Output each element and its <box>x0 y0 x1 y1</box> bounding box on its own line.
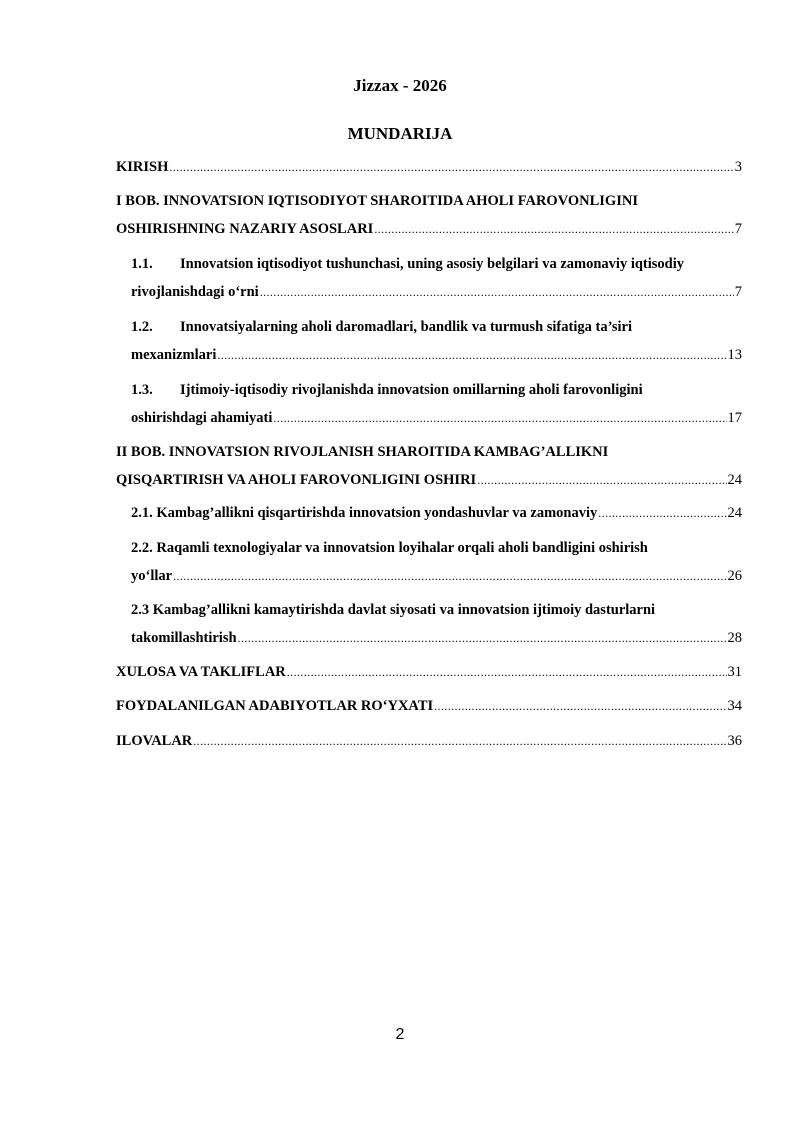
toc-entry-title-line: II BOB. INNOVATSION RIVOJLANISH SHAROITIDA KAMBAG’ALLIKNI <box>116 444 609 460</box>
toc-entry-title-line: 2.3 Kambag’allikni kamaytirishda davlat siyosati va innovatsion ijtimoiy dasturlarni <box>131 602 656 618</box>
toc-entry-title-line: Ijtimoiy-iqtisodiy rivojlanishda innovatsion omillarning aholi farovonligini <box>180 382 643 398</box>
dot-leader <box>374 219 733 239</box>
toc-entry-title-line: 2.2. Raqamli texnologiyalar va innovatsion loyihalar orqali aholi bandligini oshirish <box>131 540 648 556</box>
toc-page-number: 3 <box>734 159 742 175</box>
toc-entry-title: mexanizmlari <box>131 347 217 363</box>
dot-leader <box>238 628 727 648</box>
dot-leader <box>287 662 727 682</box>
toc-title: MUNDARIJA <box>347 124 453 143</box>
toc-entry-title: 2.1. Kambag’allikni qisqartirishda innovatsion yondashuvlar va zamonaviy <box>131 505 598 521</box>
dot-leader <box>217 345 726 365</box>
toc-page-number: 17 <box>727 410 742 426</box>
toc-page-number: 34 <box>727 698 742 714</box>
dot-leader <box>173 566 726 586</box>
page-number: 2 <box>395 1026 405 1043</box>
toc-entry-title: KIRISH <box>116 159 169 175</box>
toc-page-number: 24 <box>727 472 742 488</box>
toc-entry-title: takomillashtirish <box>131 630 237 646</box>
toc-entry-title: FOYDALANILGAN ADABIYOTLAR RO‘YXATI <box>116 698 434 714</box>
dot-leader <box>434 696 726 716</box>
toc-entry-title: QISQARTIRISH VA AHOLI FAROVONLIGINI OSHIRI <box>116 472 477 488</box>
toc-page-number: 28 <box>727 630 742 646</box>
city-year-line: Jizzax - 2026 <box>353 76 447 95</box>
toc-page-number: 36 <box>727 733 742 749</box>
dot-leader <box>260 282 734 302</box>
section-number: 1.2. <box>131 319 153 335</box>
dot-leader <box>598 503 726 523</box>
toc-entry-title: oshirishdagi ahamiyati <box>131 410 273 426</box>
toc-page-number: 7 <box>734 284 742 300</box>
dot-leader <box>193 731 726 751</box>
dot-leader <box>169 157 733 177</box>
toc-entry-title: ILOVALAR <box>116 733 193 749</box>
section-number: 1.1. <box>131 256 153 272</box>
toc-entry-title-line: Innovatsion iqtisodiyot tushunchasi, uning asosiy belgilari va zamonaviy iqtisodiy <box>180 256 685 272</box>
toc-entry-title: rivojlanishdagi o‘rni <box>131 284 259 300</box>
toc-entry-title: yo‘llar <box>131 568 173 584</box>
toc-page-number: 24 <box>727 505 742 521</box>
toc-entry-title-line: I BOB. INNOVATSION IQTISODIYOT SHAROITIDA AHOLI FAROVONLIGINI <box>116 193 638 209</box>
toc-page-number: 13 <box>727 347 742 363</box>
toc-entry-title: XULOSA VA TAKLIFLAR <box>116 664 286 680</box>
toc-page-number: 7 <box>734 221 742 237</box>
dot-leader <box>273 408 726 428</box>
toc-page-number: 26 <box>727 568 742 584</box>
section-number: 1.3. <box>131 382 153 398</box>
toc-page-number: 31 <box>727 664 742 680</box>
dot-leader <box>477 470 726 490</box>
toc-entry-title: OSHIRISHNING NAZARIY ASOSLARI <box>116 221 374 237</box>
toc-entry-title-line: Innovatsiyalarning aholi daromadlari, bandlik va turmush sifatiga ta’siri <box>180 319 632 335</box>
